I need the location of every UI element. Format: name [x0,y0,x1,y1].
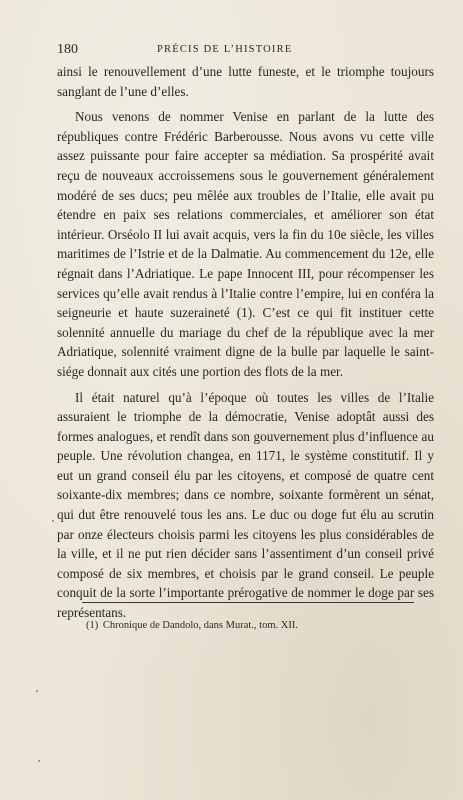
running-head: PRÉCIS DE L’HISTOIRE [157,44,293,55]
footnote [86,620,426,631]
paragraph: ainsi le renouvellement d’une lutte funeste, et le triomphe toujours sanglant de l’une d’elles. [57,64,434,99]
page-header [57,42,427,60]
paragraph: Il était naturel qu’à l’époque où toutes les villes de l’Italie assuraient le triomphe de la démocratie, Venise adoptât aussi des formes analogues, et rendît dans son gouvernement plus d’influence au peuple. Une révolution changea, en 1171, le système constitutif. Il y eut un grand conseil élu par les citoyens, et composé de quatre cent soixante-dix membres; dans ce nombre, soixante formèrent un sénat, qui dut être renouvelé tous les ans. Le duc ou doge fut élu au scrutin par onze électeurs choisis parmi les citoyens les plus considérables de la ville, et il ne put rien décider sans l’assentiment d’un conseil privé composé de six membres, et choisis par le grand conseil. Le peuple conquit de la sorte l’importante prérogative de nommer le doge par ses représentans. [57,389,434,621]
page-number: 180 [57,42,78,57]
paper-speck [36,690,38,692]
footnote-text: Chronique de Dandolo, dans Murat., tom. XII. [102,620,298,631]
paper-speck [52,520,54,522]
paragraph: Nous venons de nommer Venise en parlant de la lutte des républiques contre Frédéric Barberousse. Nous avons vu cette ville assez puissante pour faire accepter sa médiation. Sa prospérité avait reçu de nouveaux accroissemens sous le gouvernement généralement modéré de ses ducs; peu mêlée aux troubles de l’Italie, elle avait pu étendre en paix ses relations commerciales, et améliorer son état intérieur. Orséolo II lui avait acquis, vers la fin du 10e siècle, les villes maritimes de l’Istrie et de la Dalmatie. Au commencement du 12e, elle régnait dans l’Adriatique. Le pape Innocent III, pour récompenser les services qu’elle avait rendus à l’Italie contre l’empire, lui en conféra la seigneurie et haute suzeraineté (1). C’est ce qui fit instituer cette solennité annuelle du mariage du chef de la république avec la mer Adriatique, solennité vraiment digne de la bulle par laquelle le saint-siége donnait aux cités une portion des flots de la mer. [57,109,434,379]
paper-speck [38,760,40,762]
footnote-marker: (1) [86,620,99,631]
footnote-rule [82,602,414,603]
body-text [57,62,434,629]
